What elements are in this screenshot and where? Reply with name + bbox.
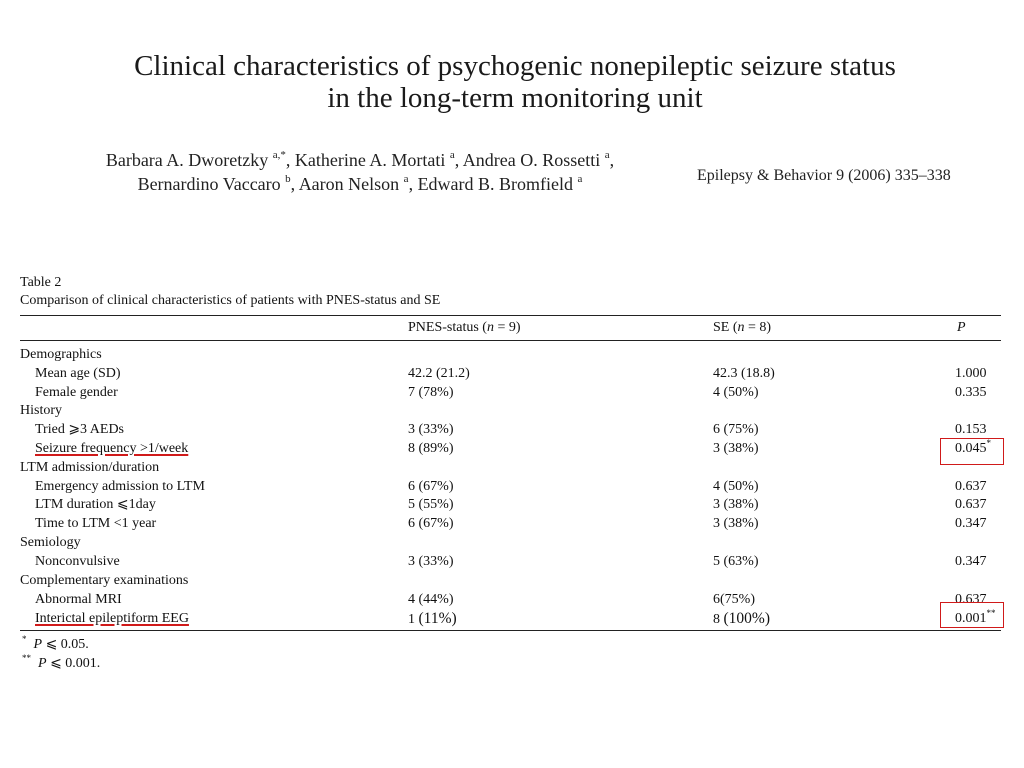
row-label: Time to LTM <1 year xyxy=(35,516,157,531)
section-label: Semiology xyxy=(20,535,81,550)
table-row xyxy=(0,515,1024,533)
author-line-2: Bernardino Vaccaro $^b$, Aaron Nelson $^a$, Edward B. Bromfield $^a$ xyxy=(137,173,583,194)
affiliation-mark: a xyxy=(403,173,409,185)
author-name: Katherine A. Mortati xyxy=(294,150,446,170)
pnes-value: 6 (67%) xyxy=(408,516,454,531)
pnes-value: 3 (33%) xyxy=(408,554,454,569)
row-label: LTM duration ⩽1day xyxy=(35,497,156,512)
footnote: * P ⩽ 0.05. xyxy=(22,634,89,652)
se-value: 3 (38%) xyxy=(713,497,759,512)
paper-title-line-2: in the long-term monitoring unit xyxy=(327,82,703,114)
table-top-rule xyxy=(20,315,1001,316)
table-caption: Comparison of clinical characteristics of patients with PNES-status and SE xyxy=(20,293,441,308)
affiliation-mark: b xyxy=(285,173,291,185)
p-value: 0.347 xyxy=(955,554,987,569)
author-name: Aaron Nelson xyxy=(298,174,400,194)
row-label: Emergency admission to LTM xyxy=(35,479,205,494)
table-row-highlighted xyxy=(0,610,1024,628)
table-row xyxy=(0,496,1024,514)
journal-citation: Epilepsy & Behavior 9 (2006) 335–338 xyxy=(697,167,951,184)
row-label: Seizure frequency >1/week xyxy=(35,441,189,456)
p-value: 0.153 xyxy=(955,422,987,437)
paper-title-line-1: Clinical characteristics of psychogenic nonepileptic seizure status xyxy=(134,50,896,82)
table-bottom-rule xyxy=(20,630,1001,631)
author-name: Andrea O. Rossetti xyxy=(462,150,601,170)
row-label: Interictal epileptiform EEG xyxy=(35,611,189,626)
p-value: 0.637 xyxy=(955,479,987,494)
row-label: Abnormal MRI xyxy=(35,592,122,607)
column-header-p: P xyxy=(957,320,966,335)
pnes-value: 7 (78%) xyxy=(408,385,454,400)
row-label: Tried ⩾3 AEDs xyxy=(35,422,125,437)
affiliation-mark: a,* xyxy=(272,149,286,161)
author-line-1: Barbara A. Dworetzky $^{a,*}$, Katherine A. Mortati $^a$, Andrea O. Rossetti $^a$, xyxy=(105,149,615,170)
column-header-pnes: PNES-status (n = 9) xyxy=(408,320,521,335)
highlight-box-p-0045 xyxy=(940,438,1004,465)
pnes-value: 4 (44%) xyxy=(408,592,454,607)
table-row-highlighted xyxy=(0,440,1024,458)
se-value: 3 (38%) xyxy=(713,516,759,531)
table-section-row xyxy=(0,534,1024,552)
se-value: 6(75%) xyxy=(713,592,755,607)
author-list xyxy=(40,148,680,196)
table-section-row xyxy=(0,402,1024,420)
section-label: Complementary examinations xyxy=(20,573,189,588)
se-value: 5 (63%) xyxy=(713,554,759,569)
section-label: LTM admission/duration xyxy=(20,460,160,475)
pnes-value: 42.2 (21.2) xyxy=(408,366,470,381)
author-name: Barbara A. Dworetzky xyxy=(105,150,269,170)
se-value: 4 (50%) xyxy=(713,479,759,494)
p-value: 1.000 xyxy=(955,366,987,381)
table-header-rule xyxy=(20,340,1001,341)
table-row xyxy=(0,384,1024,402)
se-value: 42.3 (18.8) xyxy=(713,366,775,381)
table-section-row xyxy=(0,346,1024,364)
p-value: 0.001** xyxy=(955,608,996,626)
table-row xyxy=(0,478,1024,496)
se-value: 8 (100%) xyxy=(713,610,770,627)
affiliation-mark: a xyxy=(449,149,455,161)
table-row xyxy=(0,365,1024,383)
paper-title xyxy=(60,50,970,114)
row-label: Female gender xyxy=(35,385,118,400)
table-row xyxy=(0,591,1024,609)
section-label: History xyxy=(20,403,62,418)
significance-mark: ** xyxy=(986,608,996,618)
p-value: 0.335 xyxy=(955,385,987,400)
column-header-se: SE (n = 8) xyxy=(713,320,772,335)
se-value: 3 (38%) xyxy=(713,441,759,456)
author-name: Edward B. Bromfield xyxy=(417,174,574,194)
table-row xyxy=(0,553,1024,571)
p-value: 0.637 xyxy=(955,497,987,512)
affiliation-mark: a xyxy=(604,149,610,161)
se-value: 4 (50%) xyxy=(713,385,759,400)
pnes-value: 5 (55%) xyxy=(408,497,454,512)
table-section-row xyxy=(0,459,1024,477)
table-row xyxy=(0,421,1024,439)
row-label: Mean age (SD) xyxy=(35,366,121,381)
pnes-value: 1 (11%) xyxy=(408,610,457,627)
section-label: Demographics xyxy=(20,347,102,362)
p-value: 0.347 xyxy=(955,516,987,531)
author-name: Bernardino Vaccaro xyxy=(137,174,281,194)
p-value: 0.045* xyxy=(955,438,991,456)
p-value: 0.637 xyxy=(955,592,987,607)
pnes-value: 8 (89%) xyxy=(408,441,454,456)
pnes-value: 3 (33%) xyxy=(408,422,454,437)
table-section-row xyxy=(0,572,1024,590)
affiliation-mark: a xyxy=(577,173,583,185)
table-label: Table 2 xyxy=(20,275,62,290)
significance-mark: * xyxy=(986,438,991,448)
highlight-box-p-0001 xyxy=(940,602,1004,628)
row-label: Nonconvulsive xyxy=(35,554,120,569)
pnes-value: 6 (67%) xyxy=(408,479,454,494)
se-value: 6 (75%) xyxy=(713,422,759,437)
footnote: ** P ⩽ 0.001. xyxy=(22,653,101,671)
